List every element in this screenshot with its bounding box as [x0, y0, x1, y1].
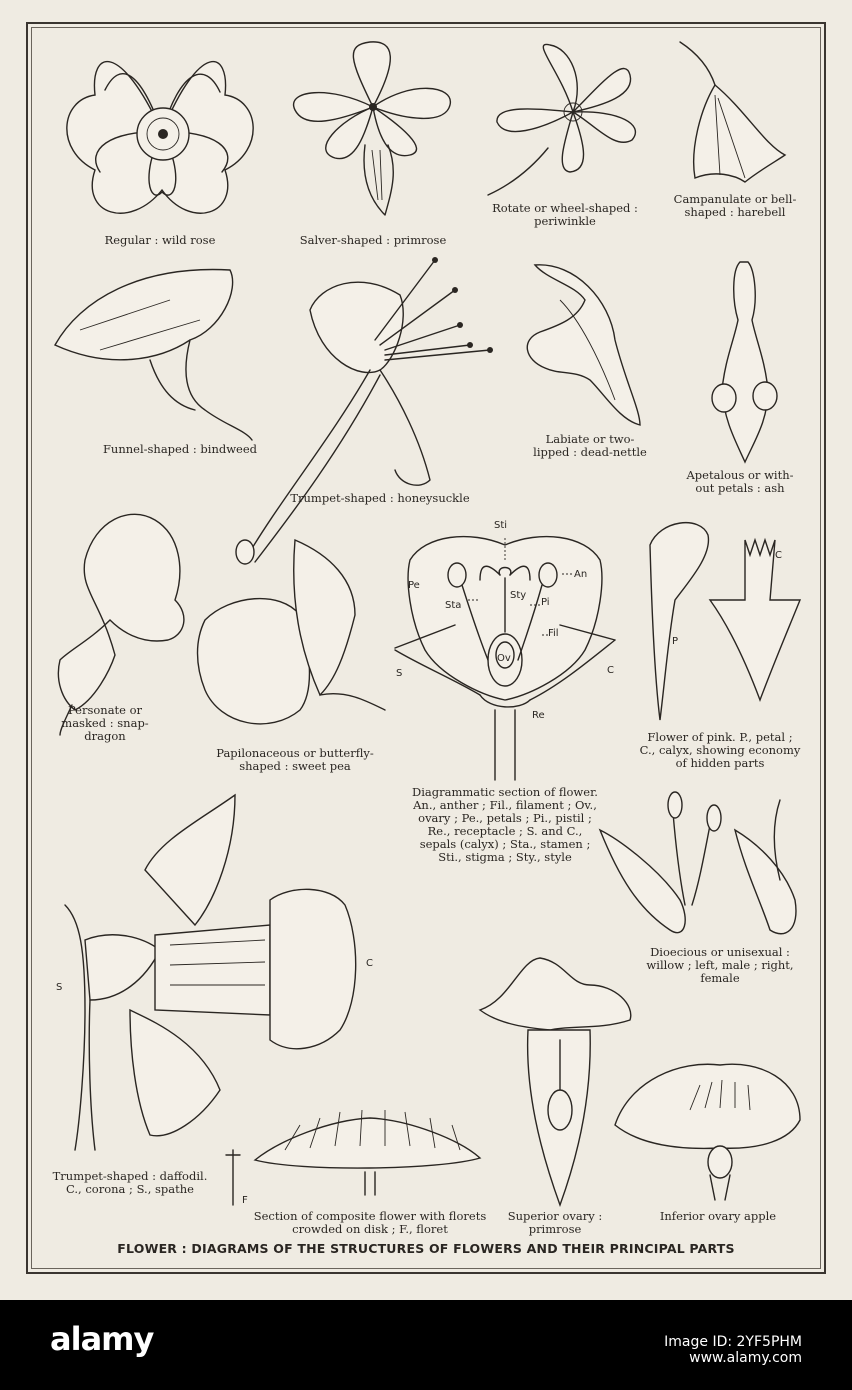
plate-title: FLOWER : DIAGRAMS OF THE STRUCTURES OF FLOWERS AND THEIR PRINCIPAL PARTS	[117, 1241, 735, 1256]
caption-harebell-line2: shaped : harebell	[684, 205, 786, 219]
caption-section-line3: ovary ; Pe., petals ; Pi., pistil ;	[418, 811, 592, 825]
caption-composite-line1: Section of composite flower with florets	[253, 1209, 487, 1223]
watermark-logo: alamy	[50, 1320, 154, 1358]
label-daffodil-c: C	[366, 958, 373, 969]
caption-section-line4: Re., receptacle ; S. and C.,	[427, 824, 583, 838]
harebell-illustration	[680, 42, 785, 182]
caption-pink-line3: of hidden parts	[675, 756, 765, 770]
caption-honeysuckle: Trumpet-shaped : honeysuckle	[290, 491, 470, 505]
caption-willow-line1: Dioecious or unisexual :	[650, 945, 790, 959]
label-ov: Ov	[497, 653, 511, 664]
caption-periwinkle-line2: periwinkle	[534, 214, 596, 228]
caption-deadnettle-line1: Labiate or two-	[545, 432, 635, 446]
caption-willow-line2: willow ; left, male ; right,	[646, 958, 794, 972]
caption-ash-line1: Apetalous or with-	[686, 468, 794, 482]
label-daffodil-s: S	[56, 982, 63, 993]
caption-snapdragon-line1: Personate or	[67, 703, 143, 717]
primrose-illustration	[294, 42, 451, 215]
caption-section-line2: An., anther ; Fil., filament ; Ov.,	[413, 798, 597, 812]
caption-bindweed: Funnel-shaped : bindweed	[102, 442, 258, 456]
caption-primrose-salver: Salver-shaped : primrose	[299, 233, 447, 247]
watermark-id	[664, 1334, 802, 1366]
willow-illustration	[600, 792, 796, 934]
caption-section-line1: Diagrammatic section of flower.	[412, 785, 598, 799]
caption-superior-line2: primrose	[528, 1222, 582, 1236]
ash-illustration	[712, 262, 777, 462]
label-s: S	[396, 668, 403, 679]
caption-section-line6: Sti., stigma ; Sty., style	[438, 850, 572, 864]
caption-harebell-line1: Campanulate or bell-	[673, 192, 797, 206]
caption-sweetpea-line1: Papilonaceous or butterfly-	[216, 746, 374, 760]
label-an: An	[574, 569, 588, 580]
bindweed-illustration	[55, 270, 252, 440]
caption-daffodil-line1: Trumpet-shaped : daffodil.	[52, 1169, 208, 1183]
snapdragon-illustration	[58, 514, 184, 735]
caption-willow-line3: female	[700, 971, 740, 985]
caption-snapdragon-line3: dragon	[84, 729, 126, 743]
inferior-ovary-illustration	[615, 1064, 800, 1200]
wild-rose-illustration	[67, 62, 253, 214]
caption-wild-rose: Regular : wild rose	[104, 233, 216, 247]
caption-pink-line2: C., calyx, showing economy	[639, 743, 801, 757]
label-sty: Sty	[510, 590, 527, 601]
caption-daffodil-line2: C., corona ; S., spathe	[66, 1182, 194, 1196]
label-c: C	[607, 665, 614, 676]
caption-periwinkle-line1: Rotate or wheel-shaped :	[492, 201, 638, 215]
composite-illustration	[226, 1110, 480, 1205]
label-pink-p: P	[672, 636, 679, 647]
caption-section-line5: sepals (calyx) ; Sta., stamen ;	[419, 837, 591, 851]
honeysuckle-illustration	[236, 257, 493, 564]
dead-nettle-illustration	[527, 265, 640, 425]
caption-pink-line1: Flower of pink. P., petal ;	[647, 730, 793, 744]
label-pink-c: C	[775, 550, 782, 561]
caption-composite-line2: crowded on disk ; F., floret	[292, 1222, 448, 1236]
label-pi: Pi	[541, 597, 550, 608]
superior-ovary-illustration	[480, 958, 631, 1205]
label-fil: Fil	[548, 628, 559, 639]
periwinkle-illustration	[488, 44, 635, 195]
caption-superior-line1: Superior ovary :	[507, 1209, 603, 1223]
caption-deadnettle-line2: lipped : dead-nettle	[533, 445, 647, 459]
label-sti: Sti	[494, 520, 508, 531]
caption-inferior: Inferior ovary apple	[659, 1209, 777, 1223]
sweet-pea-illustration	[198, 540, 386, 724]
watermark-url: www.alamy.com	[689, 1350, 802, 1366]
label-sta: Sta	[445, 600, 462, 611]
label-pe: Pe	[408, 580, 420, 591]
watermark-image-id: Image ID: 2YF5PHM	[664, 1334, 802, 1350]
daffodil-illustration	[65, 795, 356, 1150]
caption-snapdragon-line2: masked : snap-	[61, 716, 149, 730]
label-re: Re	[532, 710, 545, 721]
label-floret-f: F	[242, 1195, 248, 1206]
caption-sweetpea-line2: shaped : sweet pea	[239, 759, 351, 773]
caption-ash-line2: out petals : ash	[695, 481, 785, 495]
